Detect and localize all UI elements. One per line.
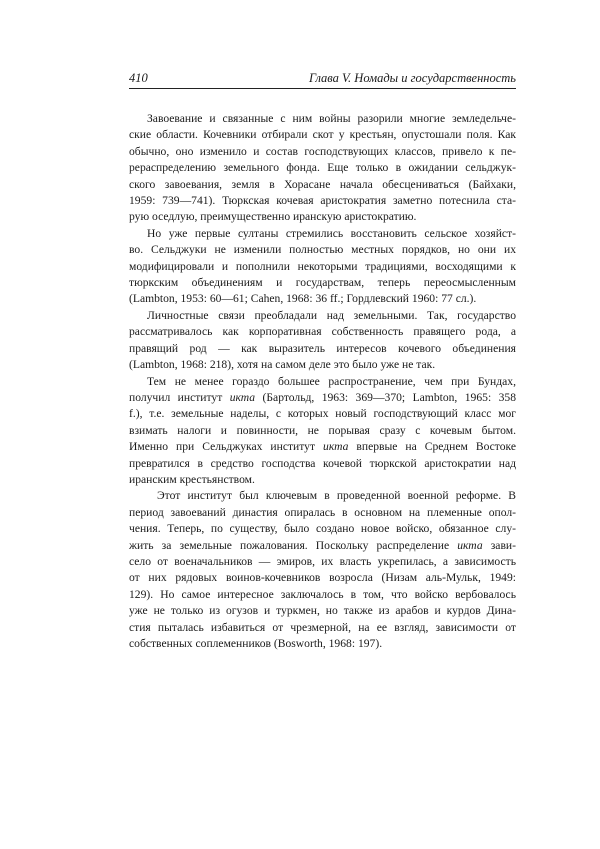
text-line: чения. Теперь, по существу, было создано новое войско, обязанное слу- xyxy=(129,522,516,536)
text-line: f.), т.е. земельные наделы, с которых новый господствующий класс мог xyxy=(129,407,516,421)
text-line: период завоеваний династия опиралась в основном на племенные опол- xyxy=(129,505,516,519)
paragraph xyxy=(129,308,516,374)
text-line: Именно при Сельджуках институт икта впервые на Среднем Востоке xyxy=(129,440,516,454)
paragraph xyxy=(129,111,516,226)
text-line: ского завоевания, земля в Хорасане начала обесцениваться (Байхаки, xyxy=(129,177,516,191)
text-line: превратился в средство господства кочевой тюркской аристократии над xyxy=(129,456,516,470)
text-line: тюркским объединениям и государствам, теперь переосмысленным xyxy=(129,276,516,290)
text-line: рую оседлую, преимущественно иранскую аристократию. xyxy=(129,210,417,224)
body-text xyxy=(129,111,516,652)
text-line: правящий род — как выразитель интересов кочевого объединения xyxy=(129,341,516,355)
text-line: рассматривалось как корпоративная собственность правящего рода, а xyxy=(129,325,516,339)
text-line: обычно, оно изменило и состав господствующих классов, привело к пе- xyxy=(129,144,516,158)
chapter-title: Глава V. Номады и государственность xyxy=(309,71,516,85)
running-header xyxy=(129,70,516,89)
paragraph xyxy=(129,488,516,652)
text-line: (Lambton, 1953: 60—61; Cahen, 1968: 36 ff.; Гордлевский 1960: 77 сл.). xyxy=(129,292,477,306)
text-line: жить за земельные пожалования. Поскольку распределение икта зави- xyxy=(129,538,516,552)
text-line: иранским крестьянством. xyxy=(129,472,255,486)
text-line: село от военачальников — эмиров, их власть укрепилась, а зависимость xyxy=(129,554,516,568)
text-line: 129). Но самое интересное заключалось в том, что войско вербовалось xyxy=(129,587,516,601)
text-line: стия пыталась избавиться от чрезмерной, на ее взгляд, зависимости от xyxy=(129,620,516,634)
paragraph xyxy=(129,226,516,308)
text-line: взимать налоги и повинности, не порывая сразу с кочевым бытом. xyxy=(129,423,516,437)
text-line: Завоевание и связанные с ним войны разорили многие земледельче- xyxy=(147,112,516,125)
text-line: модифицировали и пополнили некоторыми традициями, восходящими к xyxy=(129,259,516,273)
text-line: Но уже первые султаны стремились восстановить сельское хозяйст- xyxy=(147,226,516,240)
text-line: (Lambton, 1968: 218), хотя на самом деле это было уже не так. xyxy=(129,358,436,372)
text-line: 1959: 739—741). Тюркская кочевая аристократия заметно потеснила ста- xyxy=(129,194,516,208)
text-line: Тем не менее гораздо большее распространение, чем при Бундах, xyxy=(147,374,516,388)
text-line: рераспределению земельного фонда. Еще только в ожидании сельджук- xyxy=(129,161,516,175)
text-line: Личностные связи преобладали над земельными. Так, государство xyxy=(147,308,516,322)
text-line: получил институт икта (Бартольд, 1963: 369—370; Lambton, 1965: 358 xyxy=(129,390,516,404)
text-line: Этот институт был ключевым в проведенной военной реформе. В xyxy=(157,489,516,503)
page-number: 410 xyxy=(129,71,148,85)
text-line: собственных соплеменников (Bosworth, 1968: 197). xyxy=(129,637,383,650)
text-line: ские области. Кочевники отбирали скот у крестьян, опустошали поля. Как xyxy=(129,128,516,142)
text-line: уже не только из огузов и туркмен, но также из арабов и курдов Дина- xyxy=(129,604,516,618)
text-line: во. Сельджуки не изменили полностью местных порядков, но они их xyxy=(129,243,516,257)
paragraph xyxy=(129,374,516,489)
text-line: от них рядовых воинов-кочевников возросла (Низам аль-Мульк, 1949: xyxy=(129,571,516,585)
